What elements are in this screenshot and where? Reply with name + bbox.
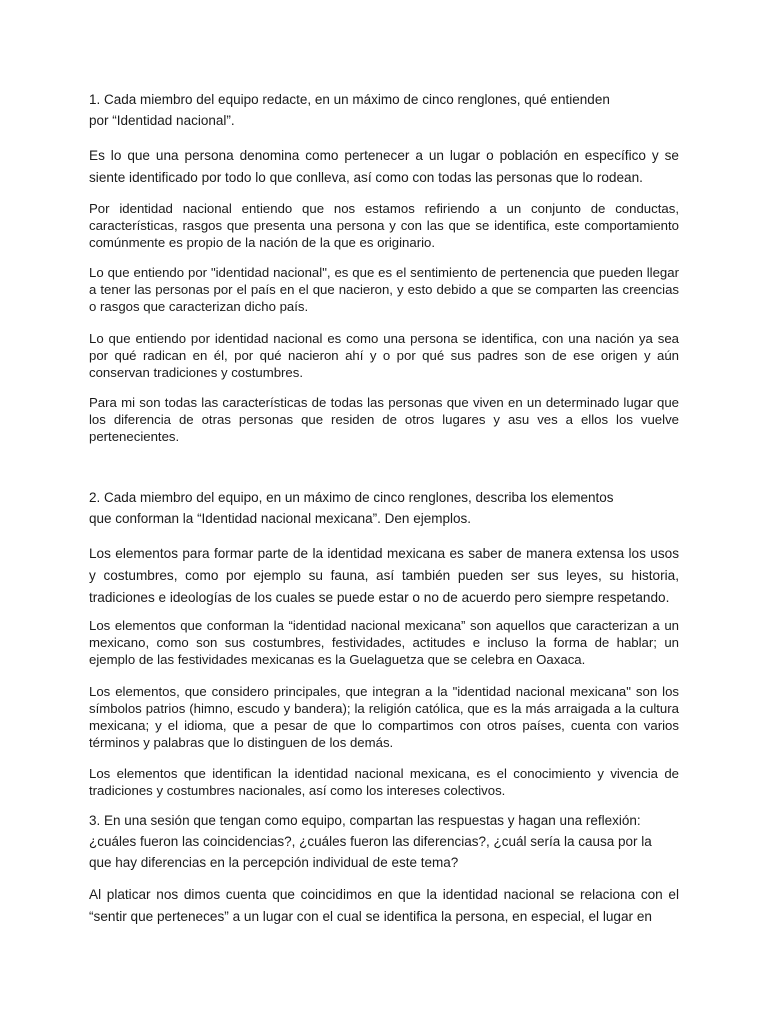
q1-answer-5: Para mi son todas las características de todas las personas que viven en un determinado lugar que los diferencia de otras personas que residen de otros lugares y asu ves a ellos los vuelve pertenecientes.: [89, 395, 679, 444]
q2-answer-2: Los elementos que conforman la “identidad nacional mexicana” son aquellos que caracterizan a un mexicano, como son sus costumbres, festividades, actitudes e incluso la forma de hablar; un ejemplo de las festividades mexicanas es la Guelaguetza que se celebra en Oaxaca.: [89, 618, 679, 667]
question-2: [89, 487, 679, 529]
question-1-line-2: por “Identidad nacional”.: [89, 113, 235, 128]
question-3: [89, 810, 679, 873]
question-1-line-1: 1. Cada miembro del equipo redacte, en un máximo de cinco renglones, qué entienden: [89, 92, 610, 107]
question-1: [89, 89, 679, 131]
q3-answer-1: Al platicar nos dimos cuenta que coincidimos en que la identidad nacional se relaciona con el “sentir que perteneces” a un lugar con el cual se identifica la persona, en especial, el lugar en: [89, 887, 679, 924]
q2-answer-1: Los elementos para formar parte de la identidad mexicana es saber de manera extensa los usos y costumbres, como por ejemplo su fauna, así también pueden ser sus leyes, su historia, tradiciones e ideologías de los cuales se puede estar o no de acuerdo pero siempre respetando.: [89, 546, 679, 605]
q1-answer-2: Por identidad nacional entiendo que nos estamos refiriendo a un conjunto de conductas, características, rasgos que presenta una persona y con las que se identifica, este comportamiento comúnmente es propio de la nación de la que es originario.: [89, 201, 679, 250]
question-3-line-3: que hay diferencias en la percepción individual de este tema?: [89, 855, 459, 870]
q2-answer-4: Los elementos que identifican la identidad nacional mexicana, es el conocimiento y vivencia de tradiciones y costumbres nacionales, así como los intereses colectivos.: [89, 766, 679, 798]
q1-answer-3: Lo que entiendo por "identidad nacional", es que es el sentimiento de pertenencia que pueden llegar a tener las personas por el país en el que nacieron, y esto debido a que se comparten las creencias o rasgos que caracterizan dicho país.: [89, 265, 679, 314]
q1-answer-1: Es lo que una persona denomina como pertenecer a un lugar o población en específico y se siente identificado por todo lo que conlleva, así como con todas las personas que lo rodean.: [89, 148, 679, 185]
question-2-line-1: 2. Cada miembro del equipo, en un máximo de cinco renglones, describa los elementos: [89, 490, 614, 505]
question-3-line-1: 3. En una sesión que tengan como equipo, compartan las respuestas y hagan una reflexión:: [89, 813, 641, 828]
question-2-line-2: que conforman la “Identidad nacional mexicana”. Den ejemplos.: [89, 511, 471, 526]
q1-answer-4: Lo que entiendo por identidad nacional es como una persona se identifica, con una nación ya sea por qué radican en él, por qué nacieron ahí y o por qué sus padres son de ese origen y aún conservan tradiciones y costumbres.: [89, 331, 679, 380]
question-3-line-2: ¿cuáles fueron las coincidencias?, ¿cuáles fueron las diferencias?, ¿cuál sería la causa por la: [89, 834, 652, 849]
q2-answer-3: Los elementos, que considero principales, que integran a la "identidad nacional mexicana" son los símbolos patrios (himno, escudo y bandera); la religión católica, que es la más arraigada a la cultura mexicana; y el idioma, que a pesar de que lo compartimos con otros países, cuenta con varios términos y palabras que lo distinguen de los demás.: [89, 684, 679, 750]
